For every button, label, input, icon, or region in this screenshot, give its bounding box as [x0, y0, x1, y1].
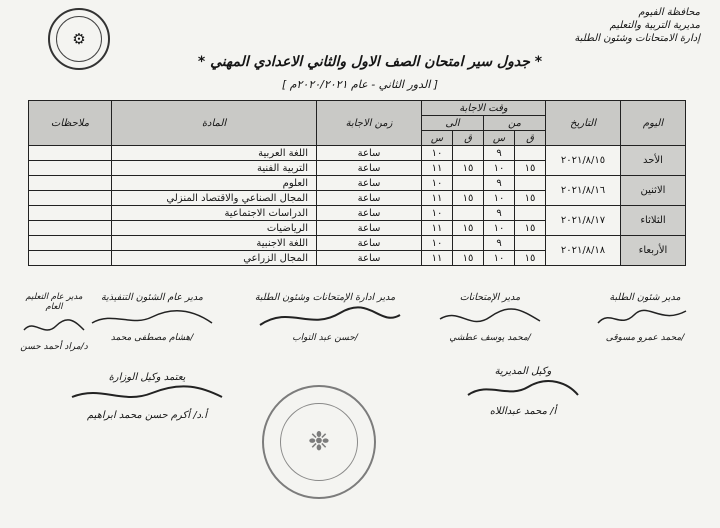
- from-q-cell: ١٥: [515, 191, 546, 206]
- col-time: وقت الاجابة: [422, 101, 546, 116]
- notes-cell: [29, 236, 112, 251]
- handwritten-signature-icon: [590, 305, 700, 331]
- to-s-cell: ١٠: [422, 176, 453, 191]
- to-s-cell: ١١: [422, 191, 453, 206]
- handwritten-signature-icon: [458, 377, 588, 403]
- date-cell: ٢٠٢١/٨/١٦: [546, 176, 621, 206]
- col-day: اليوم: [621, 101, 686, 146]
- duration-cell: ساعة: [317, 161, 422, 176]
- duration-cell: ساعة: [317, 236, 422, 251]
- undersecretary-approval: [62, 372, 232, 421]
- from-q-cell: [515, 146, 546, 161]
- to-s-cell: ١١: [422, 251, 453, 266]
- col-from-s: س: [484, 131, 515, 146]
- exam-schedule-table: [28, 100, 686, 266]
- to-q-cell: ١٥: [453, 191, 484, 206]
- from-s-cell: ١٠: [484, 251, 515, 266]
- to-q-cell: [453, 206, 484, 221]
- page-title: * جدول سير امتحان الصف الاول والثاني الاعدادي المهني *: [197, 54, 543, 70]
- handwritten-signature-icon: [82, 305, 222, 331]
- from-q-cell: ١٥: [515, 221, 546, 236]
- table-row: [29, 176, 686, 191]
- to-s-cell: ١٠: [422, 206, 453, 221]
- duration-cell: ساعة: [317, 221, 422, 236]
- col-to: الى: [422, 116, 484, 131]
- table-row: [29, 236, 686, 251]
- to-q-cell: ١٥: [453, 221, 484, 236]
- from-s-cell: ٩: [484, 146, 515, 161]
- col-from-q: ق: [515, 131, 546, 146]
- deputy-signature: [458, 366, 588, 417]
- from-q-cell: ١٥: [515, 251, 546, 266]
- signature-role: مدير عام الشئون التنفيذية: [101, 292, 203, 303]
- notes-cell: [29, 206, 112, 221]
- col-to-q: ق: [453, 131, 484, 146]
- directorate-label: مديرية التربية والتعليم: [609, 20, 700, 31]
- approval-name: أ.د/ أكرم حسن محمد ابراهيم: [86, 410, 208, 421]
- from-s-cell: ٩: [484, 206, 515, 221]
- subject-cell: المجال الصناعي والاقتصاد المنزلي: [112, 191, 317, 206]
- day-cell: الثلاثاء: [621, 206, 686, 236]
- from-s-cell: ٩: [484, 236, 515, 251]
- to-q-cell: [453, 176, 484, 191]
- to-q-cell: ١٥: [453, 251, 484, 266]
- to-q-cell: ١٥: [453, 161, 484, 176]
- col-date: التاريخ: [546, 101, 621, 146]
- duration-cell: ساعة: [317, 146, 422, 161]
- signature-role: مدير عام التعليم العام: [25, 292, 83, 312]
- from-s-cell: ٩: [484, 176, 515, 191]
- subject-cell: المجال الزراعي: [112, 251, 317, 266]
- handwritten-signature-icon: [240, 305, 410, 331]
- governorate-emblem-icon: ⚙: [48, 8, 110, 70]
- notes-cell: [29, 221, 112, 236]
- from-q-cell: [515, 206, 546, 221]
- from-q-cell: [515, 236, 546, 251]
- signature-block: [240, 292, 410, 343]
- signature-role: مدير ادارة الإمتحانات وشئون الطلبة: [254, 292, 396, 303]
- duration-cell: ساعة: [317, 206, 422, 221]
- deputy-label: وكيل المديرية: [494, 366, 552, 377]
- duration-cell: ساعة: [317, 176, 422, 191]
- day-cell: الأحد: [621, 146, 686, 176]
- notes-cell: [29, 161, 112, 176]
- approval-label: يعتمد وكيل الوزارة: [108, 372, 186, 383]
- signature-name: /محمد يوسف عطشي: [449, 333, 531, 343]
- notes-cell: [29, 176, 112, 191]
- notes-cell: [29, 191, 112, 206]
- official-stamp-icon: ❉: [262, 385, 376, 499]
- deputy-name: أ/ محمد عبداللاه: [489, 406, 557, 417]
- notes-cell: [29, 146, 112, 161]
- col-subject: المادة: [112, 101, 317, 146]
- day-cell: الاثنين: [621, 176, 686, 206]
- signature-name: د/مراد أحمد حسن: [20, 342, 88, 352]
- signature-block: [82, 292, 222, 343]
- page-subtitle: [ الدور الثاني - عام ٢٠٢٠/٢٠٢١م ]: [281, 78, 439, 91]
- from-q-cell: ١٥: [515, 161, 546, 176]
- to-s-cell: ١٠: [422, 236, 453, 251]
- governorate-label: محافظة الفيوم: [638, 7, 700, 18]
- subject-cell: التربية الفنية: [112, 161, 317, 176]
- subject-cell: اللغة الاجنبية: [112, 236, 317, 251]
- signature-name: /محمد عمرو مسوقى: [605, 333, 685, 343]
- subject-cell: العلوم: [112, 176, 317, 191]
- handwritten-signature-icon: [20, 314, 88, 340]
- col-notes: ملاحظات: [29, 101, 112, 146]
- signature-role: مدير شئون الطلبة: [609, 292, 681, 303]
- signature-name: /هشام مصطفى محمد: [110, 333, 194, 343]
- col-duration: زمن الاجابة: [317, 101, 422, 146]
- to-q-cell: [453, 236, 484, 251]
- duration-cell: ساعة: [317, 251, 422, 266]
- signature-block: [590, 292, 700, 343]
- date-cell: ٢٠٢١/٨/١٥: [546, 146, 621, 176]
- signature-block: [20, 292, 88, 352]
- col-from: من: [484, 116, 546, 131]
- subject-cell: اللغة العربية: [112, 146, 317, 161]
- notes-cell: [29, 251, 112, 266]
- signature-block: [430, 292, 550, 343]
- from-s-cell: ١٠: [484, 191, 515, 206]
- table-row: [29, 146, 686, 161]
- col-to-s: س: [422, 131, 453, 146]
- subject-cell: الرياضيات: [112, 221, 317, 236]
- letterhead: [540, 6, 700, 45]
- to-s-cell: ١١: [422, 221, 453, 236]
- day-cell: الأربعاء: [621, 236, 686, 266]
- from-q-cell: [515, 176, 546, 191]
- subject-cell: الدراسات الاجتماعية: [112, 206, 317, 221]
- to-s-cell: ١٠: [422, 146, 453, 161]
- handwritten-signature-icon: [430, 305, 550, 331]
- handwritten-signature-icon: [62, 383, 232, 407]
- signature-row: [20, 292, 700, 362]
- table-row: [29, 206, 686, 221]
- to-s-cell: ١١: [422, 161, 453, 176]
- signature-role: مدير الإمتحانات: [459, 292, 521, 303]
- date-cell: ٢٠٢١/٨/١٧: [546, 206, 621, 236]
- department-label: إدارة الامتحانات وشئون الطلبة: [574, 33, 700, 44]
- from-s-cell: ١٠: [484, 221, 515, 236]
- to-q-cell: [453, 146, 484, 161]
- duration-cell: ساعة: [317, 191, 422, 206]
- from-s-cell: ١٠: [484, 161, 515, 176]
- signature-name: /حسن عبد التواب: [292, 333, 358, 343]
- date-cell: ٢٠٢١/٨/١٨: [546, 236, 621, 266]
